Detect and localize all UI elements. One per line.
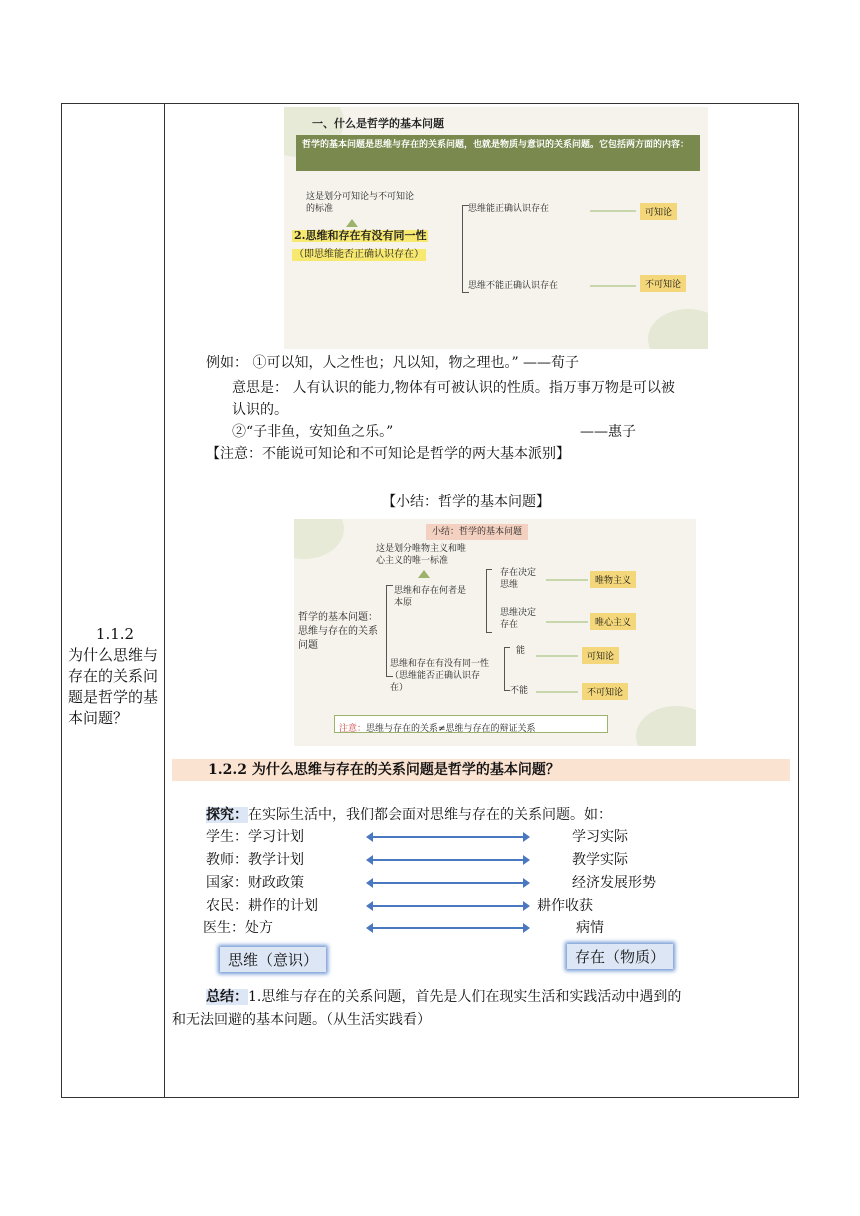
connector xyxy=(536,655,578,657)
tag-unknowable: 不可知论 xyxy=(640,275,686,292)
conclusion-text-1: 1.思维与存在的关系问题，首先是人们在现实生活和实践活动中遇到的 xyxy=(248,989,682,1005)
decor-leaf xyxy=(294,519,344,559)
connector xyxy=(546,621,588,623)
fig2-branch-1a: 存在决定思维 xyxy=(500,568,537,590)
fig2-top-note: 这是划分唯物主义和唯心主义的唯一标准 xyxy=(376,544,467,566)
tag-unknowable: 不可知论 xyxy=(582,683,628,700)
double-arrow-icon xyxy=(368,927,528,929)
explore-row-left: 农民：耕作的计划 xyxy=(206,898,318,914)
explore-line xyxy=(206,805,612,825)
fig2-note-label: 注意： xyxy=(339,724,367,734)
section-heading: 1.2.2 为什么思维与存在的关系问题是哲学的基本问题？ xyxy=(208,762,560,778)
fig1-note: 这是划分可知论与不可知论的标准 xyxy=(306,192,415,214)
figure-basic-question xyxy=(294,519,696,746)
fig2-branch-1: 思维和存在何者是本原 xyxy=(394,586,467,608)
tag-idealism: 唯心主义 xyxy=(590,613,636,630)
fig1-banner: 哲学的基本问题是思维与存在的关系问题，也就是物质与意识的关系问题。它包括两方面的内容： xyxy=(296,135,700,171)
section-title: 为什么思维与存在的关系问题是哲学的基本问题？ xyxy=(68,646,159,727)
section-number: 1.1.2 xyxy=(95,625,135,643)
fig1-point-sub: （即思维能否正确认识存在） xyxy=(294,249,424,260)
fig2-root: 哲学的基本问题：思维与存在的关系问题 xyxy=(298,612,378,651)
double-arrow-icon xyxy=(368,859,528,861)
left-cell xyxy=(68,624,162,729)
fig2-branch-2: 思维和存在有没有同一性（思维能否正确认识存在） xyxy=(390,659,490,693)
section-heading-bar xyxy=(172,759,790,781)
conclusion-line-2: 和无法回避的基本问题。（从生活实践看） xyxy=(172,1012,431,1028)
up-arrow-icon xyxy=(418,570,430,578)
explore-row-right: 耕作收获 xyxy=(537,898,593,914)
explore-label: 探究： xyxy=(206,807,248,823)
fig2-branch-2a: 能 xyxy=(516,646,526,656)
explore-row-right: 病情 xyxy=(576,920,604,936)
figure-knowability xyxy=(284,107,708,349)
fig2-note-box xyxy=(334,715,608,733)
fig1-point: 2.思维和存在有没有同一性 xyxy=(294,229,427,242)
tag-materialism: 唯物主义 xyxy=(590,571,636,588)
explore-intro: 在实际生活中，我们都会面对思维与存在的关系问题。如： xyxy=(248,807,612,823)
example-line-2: 意思是： 人有认识的能力,物体有可被认识的性质。指万事万物是可以被 xyxy=(232,380,675,396)
existence-box: 存在（物质） xyxy=(567,944,673,969)
connector xyxy=(590,210,636,212)
explore-row-left: 教师：教学计划 xyxy=(206,852,304,868)
conclusion-line-1 xyxy=(206,987,681,1007)
explore-row-left: 医生：处方 xyxy=(203,920,273,936)
summary-title: 【小结：哲学的基本问题】 xyxy=(382,494,550,510)
explore-row-right: 教学实际 xyxy=(572,852,628,868)
fig1-branch-yes: 思维能正确认识存在 xyxy=(468,204,550,214)
decor-leaf xyxy=(648,309,708,349)
fig1-branch-no: 思维不能正确认识存在 xyxy=(468,281,559,291)
double-arrow-icon xyxy=(368,836,528,838)
thinking-box: 思维（意识） xyxy=(220,947,326,972)
double-arrow-icon xyxy=(368,905,528,907)
explore-row-right: 经济发展形势 xyxy=(572,875,656,891)
explore-row-left: 学生：学习计划 xyxy=(206,829,304,845)
tag-knowable: 可知论 xyxy=(640,203,677,220)
attention-note: 【注意：不能说可知论和不可知论是哲学的两大基本派别】 xyxy=(206,446,570,462)
explore-row-right: 学习实际 xyxy=(572,829,628,845)
connector xyxy=(546,579,588,581)
connector xyxy=(536,691,578,693)
example-line-1: 例如： ①可以知，人之性也；凡以知，物之理也。” ——荀子 xyxy=(206,355,580,371)
explore-row-left: 国家：财政政策 xyxy=(206,875,304,891)
example-line-4: ②“子非鱼，安知鱼之乐。” xyxy=(232,424,394,440)
fig2-branch-1b: 思维决定存在 xyxy=(500,608,537,630)
fig2-sub-bracket xyxy=(486,569,492,633)
fig2-title: 小结：哲学的基本问题 xyxy=(426,524,528,540)
example-line-4-author: ——惠子 xyxy=(580,424,636,440)
fig2-branch-2b: 不能 xyxy=(510,686,529,696)
tag-knowable: 可知论 xyxy=(582,647,619,664)
fig1-heading: 一、什么是哲学的基本问题 xyxy=(312,117,444,130)
fig2-note-text: 思维与存在的关系≠思维与存在的辩证关系 xyxy=(366,724,536,734)
conclusion-label: 总结： xyxy=(206,989,248,1005)
column-divider xyxy=(164,103,165,1098)
decor-leaf xyxy=(636,706,696,746)
example-line-3: 认识的。 xyxy=(232,402,288,418)
connector xyxy=(590,285,636,287)
up-arrow-icon xyxy=(346,219,358,227)
double-arrow-icon xyxy=(368,882,528,884)
